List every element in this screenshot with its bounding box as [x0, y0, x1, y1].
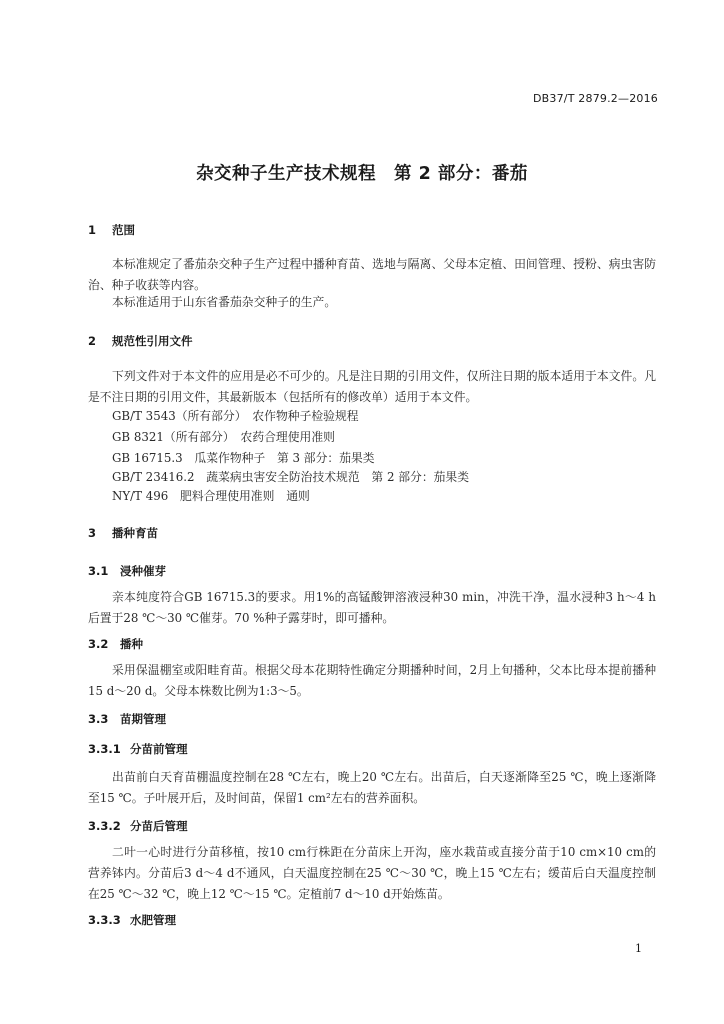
section-heading-3-2 [88, 636, 143, 652]
paragraph-normative-refs: 下列文件对于本文件的应用是必不可少的。凡是注日期的引用文件，仅所注日期的版本适用于本文件。凡是不注日期的引用文件，其最新版本（包括所有的修改单）适用于本文件。 [88, 369, 656, 404]
section-number: 3.3.3 [88, 913, 121, 927]
section-title: 分苗前管理 [130, 742, 188, 756]
section-heading-2 [88, 333, 193, 349]
section-number: 3.1 [88, 564, 109, 578]
paragraph-soaking: 亲本纯度符合GB 16715.3的要求。用1%的高锰酸钾溶液浸种30 min，冲洗干净，温水浸种3 h～4 h后置于28 ℃～30 ℃催芽。70 %种子露芽时，即可播种。 [88, 590, 656, 625]
section-number: 3.3.2 [88, 819, 121, 833]
section-number: 1 [88, 223, 97, 237]
section-heading-1 [88, 222, 135, 238]
section-number: 3.3 [88, 712, 109, 726]
section-title: 苗期管理 [120, 712, 166, 726]
reference-item: GB/T 23416.2 蔬菜病虫害安全防治技术规范 第 2 部分：茄果类 [112, 470, 470, 484]
section-number: 2 [88, 334, 97, 348]
section-title: 播种育苗 [112, 526, 158, 540]
section-heading-3-3-2 [88, 818, 188, 834]
section-heading-3-1 [88, 563, 166, 579]
section-title: 水肥管理 [130, 913, 176, 927]
paragraph-sowing: 采用保温棚室或阳畦育苗。根据父母本花期特性确定分期播种时间，2月上旬播种，父本比母本提前播种15 d～20 d。父母本株数比例为1:3～5。 [88, 663, 656, 698]
page-number: 1 [635, 942, 642, 955]
section-title: 范围 [112, 223, 135, 237]
document-code: DB37/T 2879.2—2016 [532, 92, 658, 105]
section-heading-3-3 [88, 711, 166, 727]
paragraph-pre-transplant: 出苗前白天育苗棚温度控制在28 ℃左右，晚上20 ℃左右。出苗后，白天逐渐降至25 ℃，晚上逐渐降至15 ℃。子叶展开后，及时间苗，保留1 cm²左右的营养面积。 [88, 770, 656, 805]
section-heading-3-3-3 [88, 912, 176, 928]
paragraph-applicability: 本标准适用于山东省番茄杂交种子的生产。 [112, 295, 337, 309]
section-number: 3 [88, 526, 97, 540]
section-heading-3-3-1 [88, 741, 188, 757]
reference-item: GB/T 3543（所有部分） 农作物种子检验规程 [112, 409, 359, 423]
section-title: 分苗后管理 [130, 819, 188, 833]
section-title: 规范性引用文件 [112, 334, 193, 348]
document-title: 杂交种子生产技术规程 第 2 部分：番茄 [196, 164, 528, 184]
section-number: 3.2 [88, 637, 109, 651]
paragraph-post-transplant: 二叶一心时进行分苗移植，按10 cm行株距在分苗床上开沟，座水栽苗或直接分苗于10 cm×10 cm的营养钵内。分苗后3 d～4 d不通风，白天温度控制在25 ℃～30 ℃，晚上15 ℃左右；缓苗后白天温度控制在25 ℃～32 ℃，晚上12 ℃～15 ℃。定植前7 d～10 d开始炼苗。 [88, 845, 656, 901]
reference-item: GB 8321（所有部分） 农药合理使用准则 [112, 430, 335, 444]
section-heading-3 [88, 525, 158, 541]
reference-item: NY/T 496 肥料合理使用准则 通则 [112, 489, 310, 503]
section-title: 播种 [120, 637, 143, 651]
section-number: 3.3.1 [88, 742, 121, 756]
paragraph-scope: 本标准规定了番茄杂交种子生产过程中播种育苗、选地与隔离、父母本定植、田间管理、授粉、病虫害防治、种子收获等内容。 [88, 257, 656, 292]
reference-item: GB 16715.3 瓜菜作物种子 第 3 部分：茄果类 [112, 451, 375, 465]
section-title: 浸种催芽 [120, 564, 166, 578]
